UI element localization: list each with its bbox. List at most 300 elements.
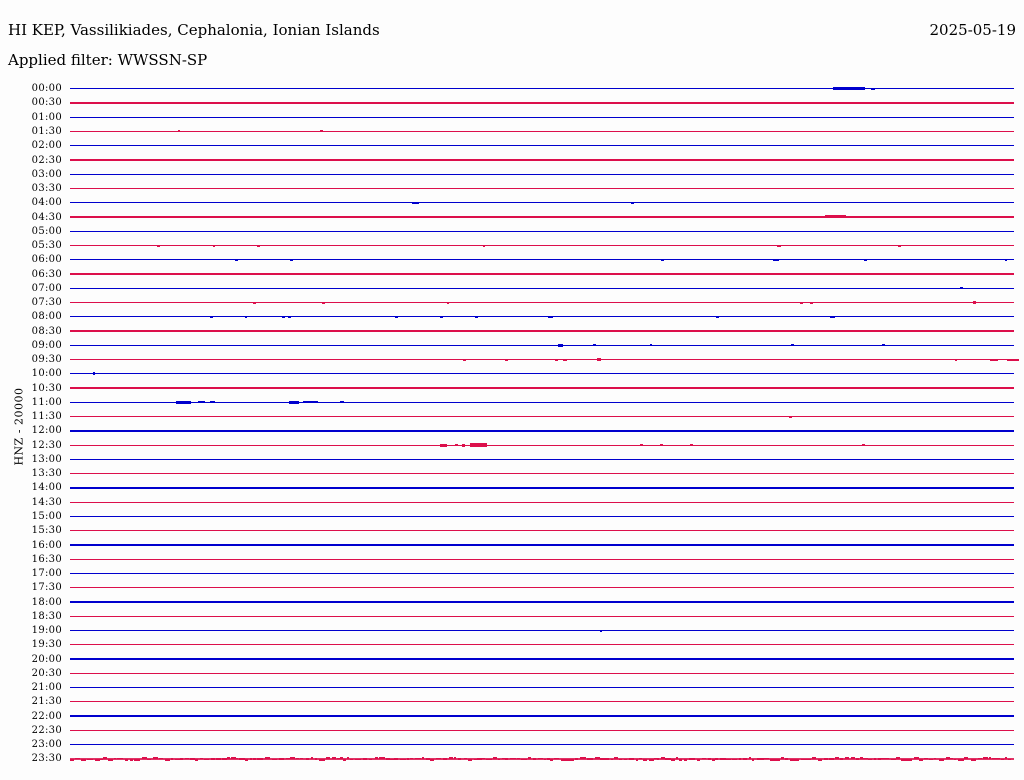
trace-noise-dash bbox=[410, 758, 413, 760]
trace-noise-dash bbox=[195, 759, 198, 761]
time-label-0900: 09:00 bbox=[31, 339, 62, 351]
trace-noise-dash bbox=[332, 757, 336, 759]
trace-row-0900 bbox=[70, 345, 1014, 346]
trace-event bbox=[262, 544, 265, 546]
time-label-0700: 07:00 bbox=[31, 282, 62, 294]
trace-noise-dash bbox=[856, 758, 860, 760]
time-label-2130: 21:30 bbox=[31, 696, 62, 708]
trace-noise-dash bbox=[1008, 759, 1010, 761]
trace-noise-dash bbox=[70, 759, 74, 761]
trace-event bbox=[289, 401, 299, 404]
trace-noise-dash bbox=[580, 757, 586, 759]
trace-event bbox=[308, 387, 311, 389]
time-label-0400: 04:00 bbox=[31, 197, 62, 209]
trace-noise-dash bbox=[482, 758, 485, 760]
trace-event bbox=[447, 302, 450, 304]
time-label-1630: 16:30 bbox=[31, 553, 62, 565]
trace-noise-dash bbox=[153, 757, 159, 759]
time-label-2230: 22:30 bbox=[31, 724, 62, 736]
time-label-1830: 18:30 bbox=[31, 610, 62, 622]
trace-noise-dash bbox=[639, 758, 642, 760]
trace-row-0030 bbox=[70, 102, 1014, 103]
trace-event bbox=[1005, 273, 1013, 275]
trace-noise-dash bbox=[868, 759, 872, 761]
trace-row-2130 bbox=[70, 701, 1014, 702]
trace-row-1830 bbox=[70, 616, 1014, 617]
trace-noise-dash bbox=[265, 757, 270, 759]
trace-noise-dash bbox=[296, 758, 298, 760]
trace-noise-dash bbox=[426, 758, 430, 760]
trace-noise-dash bbox=[1001, 759, 1005, 761]
trace-noise-dash bbox=[614, 757, 618, 759]
trace-event bbox=[440, 316, 443, 318]
trace-event bbox=[412, 202, 420, 204]
trace-noise-dash bbox=[100, 759, 102, 761]
trace-row-1330 bbox=[70, 473, 1014, 474]
trace-event bbox=[210, 316, 213, 318]
channel-axis-label: HNZ - 20000 bbox=[12, 387, 26, 466]
trace-noise-dash bbox=[689, 758, 695, 760]
trace-event bbox=[290, 259, 293, 261]
trace-noise-dash bbox=[245, 759, 249, 761]
time-label-1530: 15:30 bbox=[31, 525, 62, 537]
time-label-1500: 15:00 bbox=[31, 511, 62, 522]
trace-noise-dash bbox=[386, 758, 390, 760]
trace-event bbox=[777, 245, 781, 247]
trace-noise-dash bbox=[983, 757, 987, 759]
time-label-1130: 11:30 bbox=[31, 411, 62, 423]
trace-noise-dash bbox=[204, 759, 209, 761]
trace-noise-dash bbox=[863, 758, 868, 760]
trace-event bbox=[882, 344, 885, 346]
trace-noise-dash bbox=[363, 758, 368, 760]
time-label-1400: 14:00 bbox=[31, 482, 62, 494]
trace-noise-dash bbox=[679, 759, 682, 761]
trace-event bbox=[470, 443, 487, 447]
trace-row-1800 bbox=[70, 601, 1014, 602]
trace-noise-dash bbox=[486, 759, 491, 761]
trace-noise-dash bbox=[350, 759, 353, 761]
trace-event bbox=[257, 245, 260, 247]
trace-noise-dash bbox=[712, 759, 715, 761]
trace-noise-dash bbox=[505, 758, 507, 760]
time-label-0530: 05:30 bbox=[31, 240, 62, 252]
time-label-2100: 21:00 bbox=[31, 682, 62, 694]
time-label-1030: 10:30 bbox=[31, 382, 62, 394]
trace-noise-dash bbox=[781, 757, 784, 759]
trace-noise-dash bbox=[502, 758, 505, 760]
trace-noise-dash bbox=[443, 758, 447, 760]
trace-noise-dash bbox=[165, 759, 170, 761]
trace-noise-dash bbox=[636, 759, 638, 761]
trace-event bbox=[715, 487, 718, 489]
trace-event bbox=[505, 359, 508, 361]
trace-event bbox=[789, 416, 792, 418]
trace-noise-dash bbox=[533, 758, 536, 760]
trace-noise-dash bbox=[550, 759, 553, 761]
time-label-2200: 22:00 bbox=[31, 710, 62, 722]
trace-event bbox=[640, 444, 643, 446]
trace-noise-dash bbox=[743, 758, 747, 760]
trace-noise-dash bbox=[891, 759, 895, 761]
trace-noise-dash bbox=[901, 759, 907, 761]
trace-row-1700 bbox=[70, 573, 1014, 574]
trace-row-0230 bbox=[70, 159, 1014, 160]
time-label-1430: 14:30 bbox=[31, 496, 62, 508]
trace-noise-dash bbox=[939, 759, 945, 761]
trace-noise-dash bbox=[369, 759, 373, 761]
trace-event bbox=[303, 401, 318, 403]
time-label-1330: 13:30 bbox=[31, 468, 62, 480]
trace-noise-dash bbox=[950, 758, 952, 760]
trace-event bbox=[898, 245, 901, 247]
trace-row-1430 bbox=[70, 502, 1014, 503]
trace-row-1200 bbox=[70, 430, 1014, 431]
trace-row-1530 bbox=[70, 530, 1014, 531]
trace-noise-dash bbox=[587, 758, 593, 760]
trace-noise-dash bbox=[708, 758, 711, 760]
trace-row-0330 bbox=[70, 188, 1014, 189]
trace-event bbox=[320, 130, 323, 132]
trace-event bbox=[862, 444, 865, 446]
trace-noise-dash bbox=[343, 759, 345, 761]
trace-noise-dash bbox=[992, 758, 995, 760]
trace-event bbox=[973, 301, 976, 304]
trace-event bbox=[93, 372, 96, 375]
trace-event bbox=[725, 487, 728, 489]
trace-event bbox=[712, 216, 715, 218]
trace-noise-dash bbox=[665, 758, 670, 760]
trace-event bbox=[825, 215, 846, 218]
trace-noise-dash bbox=[449, 757, 453, 759]
trace-row-0630 bbox=[70, 273, 1014, 274]
trace-noise-dash bbox=[566, 759, 572, 761]
trace-noise-dash bbox=[971, 759, 976, 761]
trace-noise-dash bbox=[180, 758, 183, 760]
trace-noise-dash bbox=[95, 759, 100, 761]
trace-noise-dash bbox=[697, 759, 699, 761]
trace-row-1230 bbox=[70, 445, 1014, 446]
trace-noise-dash bbox=[995, 758, 999, 760]
trace-noise-dash bbox=[253, 758, 256, 760]
trace-row-1500 bbox=[70, 516, 1014, 517]
time-label-0030: 00:30 bbox=[31, 97, 62, 109]
trace-noise-dash bbox=[286, 758, 290, 760]
trace-noise-dash bbox=[454, 757, 456, 759]
time-label-1230: 12:30 bbox=[31, 439, 62, 451]
trace-noise-dash bbox=[171, 758, 174, 760]
trace-row-0300 bbox=[70, 174, 1014, 175]
trace-event bbox=[864, 259, 867, 261]
trace-noise-dash bbox=[835, 757, 838, 759]
trace-event bbox=[650, 344, 653, 346]
trace-noise-dash bbox=[884, 758, 889, 760]
trace-noise-dash bbox=[315, 758, 317, 760]
time-label-0930: 09:30 bbox=[31, 354, 62, 366]
trace-row-1630 bbox=[70, 559, 1014, 560]
trace-noise-dash bbox=[845, 757, 849, 759]
time-label-1900: 19:00 bbox=[31, 625, 62, 637]
trace-event bbox=[190, 487, 193, 489]
trace-row-0600 bbox=[70, 259, 1014, 260]
trace-event bbox=[563, 359, 567, 361]
time-label-0730: 07:30 bbox=[31, 297, 62, 309]
trace-noise-dash bbox=[108, 759, 113, 761]
trace-noise-dash bbox=[934, 758, 936, 760]
trace-noise-dash bbox=[720, 758, 726, 760]
trace-row-1000 bbox=[70, 373, 1014, 374]
time-label-0600: 06:00 bbox=[31, 254, 62, 266]
time-label-0100: 01:00 bbox=[31, 111, 62, 123]
trace-noise-dash bbox=[726, 759, 731, 761]
time-label-0500: 05:00 bbox=[31, 225, 62, 237]
trace-noise-dash bbox=[355, 759, 361, 761]
trace-row-0700 bbox=[70, 288, 1014, 289]
trace-noise-dash bbox=[468, 759, 472, 761]
trace-row-1600 bbox=[70, 544, 1014, 545]
time-label-0430: 04:30 bbox=[31, 211, 62, 223]
trace-noise-dash bbox=[929, 759, 933, 761]
trace-event bbox=[440, 444, 447, 447]
trace-noise-dash bbox=[436, 758, 441, 760]
trace-event bbox=[600, 630, 603, 632]
trace-row-0100 bbox=[70, 117, 1014, 118]
trace-noise-dash bbox=[774, 759, 779, 761]
trace-event bbox=[268, 544, 271, 546]
trace-row-0200 bbox=[70, 145, 1014, 146]
trace-event bbox=[178, 130, 181, 132]
trace-noise-dash bbox=[684, 759, 687, 761]
trace-noise-dash bbox=[812, 757, 816, 759]
trace-noise-dash bbox=[538, 758, 543, 760]
trace-event bbox=[769, 330, 772, 332]
trace-noise-dash bbox=[561, 759, 566, 761]
trace-noise-dash bbox=[964, 757, 969, 759]
trace-noise-dash bbox=[732, 759, 737, 761]
time-label-1200: 12:00 bbox=[31, 425, 62, 437]
trace-noise-dash bbox=[752, 759, 755, 761]
trace-noise-dash bbox=[430, 759, 434, 761]
trace-noise-dash bbox=[125, 759, 128, 761]
trace-noise-dash bbox=[575, 758, 578, 760]
trace-event bbox=[235, 259, 238, 261]
trace-noise-dash bbox=[379, 757, 384, 759]
time-label-0230: 02:30 bbox=[31, 154, 62, 166]
time-label-0330: 03:30 bbox=[31, 183, 62, 195]
trace-event bbox=[555, 359, 558, 361]
trace-row-2100 bbox=[70, 687, 1014, 688]
trace-event bbox=[990, 359, 998, 361]
trace-noise-dash bbox=[200, 758, 203, 760]
trace-noise-dash bbox=[147, 759, 151, 761]
trace-noise-dash bbox=[795, 759, 799, 761]
trace-noise-dash bbox=[326, 757, 330, 759]
trace-row-2230 bbox=[70, 730, 1014, 731]
trace-noise-dash bbox=[422, 757, 425, 759]
trace-row-1300 bbox=[70, 459, 1014, 460]
trace-row-0500 bbox=[70, 231, 1014, 232]
trace-event bbox=[462, 444, 465, 447]
trace-noise-dash bbox=[211, 758, 216, 760]
trace-row-2030 bbox=[70, 673, 1014, 674]
trace-noise-dash bbox=[347, 757, 350, 759]
trace-noise-dash bbox=[394, 758, 398, 760]
trace-event bbox=[685, 544, 688, 546]
trace-noise-dash bbox=[474, 759, 477, 761]
trace-noise-dash bbox=[375, 757, 378, 759]
trace-event bbox=[780, 487, 785, 489]
time-label-0300: 03:00 bbox=[31, 168, 62, 180]
time-label-1700: 17:00 bbox=[31, 568, 62, 580]
trace-noise-dash bbox=[216, 758, 221, 760]
filter-label: Applied filter: WWSSN-SP bbox=[8, 51, 208, 69]
trace-noise-dash bbox=[134, 759, 140, 761]
trace-noise-dash bbox=[671, 759, 675, 761]
trace-noise-dash bbox=[103, 757, 107, 759]
trace-noise-dash bbox=[458, 758, 462, 760]
trace-noise-dash bbox=[739, 758, 742, 760]
station-title: HI KEP, Vassilikiades, Cephalonia, Ionian Islands bbox=[8, 21, 380, 39]
trace-noise-dash bbox=[279, 758, 284, 760]
trace-noise-dash bbox=[464, 758, 467, 760]
trace-noise-dash bbox=[919, 759, 923, 761]
time-label-2000: 20:00 bbox=[31, 653, 62, 665]
trace-noise-dash bbox=[250, 758, 253, 760]
trace-event bbox=[211, 387, 214, 389]
trace-event bbox=[283, 387, 286, 389]
trace-noise-dash bbox=[624, 759, 627, 761]
trace-event bbox=[455, 444, 458, 446]
trace-noise-dash bbox=[958, 759, 964, 761]
trace-row-0130 bbox=[70, 131, 1014, 132]
trace-noise-dash bbox=[311, 757, 313, 759]
time-label-1730: 17:30 bbox=[31, 582, 62, 594]
trace-event bbox=[463, 359, 466, 361]
trace-event bbox=[716, 316, 719, 318]
trace-event bbox=[322, 302, 325, 304]
trace-noise-dash bbox=[81, 759, 86, 761]
trace-noise-dash bbox=[517, 758, 520, 760]
time-label-1000: 10:00 bbox=[31, 368, 62, 380]
time-label-0800: 08:00 bbox=[31, 311, 62, 323]
trace-noise-dash bbox=[829, 758, 835, 760]
trace-noise-dash bbox=[185, 758, 189, 760]
trace-row-2200 bbox=[70, 715, 1014, 716]
trace-event bbox=[558, 344, 563, 347]
trace-event bbox=[705, 658, 708, 660]
trace-noise-dash bbox=[657, 758, 659, 760]
trace-event bbox=[483, 245, 486, 247]
trace-noise-dash bbox=[190, 758, 195, 760]
trace-noise-dash bbox=[272, 759, 278, 761]
time-label-0630: 06:30 bbox=[31, 268, 62, 280]
trace-noise-dash bbox=[498, 759, 501, 761]
trace-noise-dash bbox=[785, 758, 788, 760]
trace-noise-dash bbox=[159, 758, 164, 760]
trace-event bbox=[762, 273, 765, 275]
trace-event bbox=[157, 245, 160, 247]
trace-noise-dash bbox=[801, 759, 807, 761]
trace-noise-dash bbox=[676, 757, 678, 759]
trace-event bbox=[833, 87, 865, 90]
trace-noise-dash bbox=[319, 759, 325, 761]
trace-noise-dash bbox=[604, 758, 609, 760]
time-label-0830: 08:30 bbox=[31, 325, 62, 337]
trace-noise-dash bbox=[818, 759, 821, 761]
trace-row-0400 bbox=[70, 202, 1014, 203]
trace-noise-dash bbox=[611, 759, 613, 761]
trace-noise-dash bbox=[510, 758, 516, 760]
trace-noise-dash bbox=[954, 759, 957, 761]
trace-event bbox=[213, 245, 216, 247]
trace-event bbox=[871, 88, 875, 90]
trace-noise-dash bbox=[175, 759, 180, 761]
trace-noise-dash bbox=[914, 757, 919, 759]
trace-row-1900 bbox=[70, 630, 1014, 631]
trace-event bbox=[288, 316, 291, 318]
trace-noise-dash bbox=[702, 758, 706, 760]
trace-row-2300 bbox=[70, 744, 1014, 745]
trace-noise-dash bbox=[761, 758, 764, 760]
trace-event bbox=[830, 316, 835, 318]
trace-noise-dash bbox=[415, 758, 421, 760]
time-label-1600: 16:00 bbox=[31, 539, 62, 551]
trace-event bbox=[198, 401, 205, 403]
trace-row-1930 bbox=[70, 644, 1014, 645]
trace-noise-dash bbox=[528, 757, 531, 759]
trace-noise-dash bbox=[978, 758, 982, 760]
trace-noise-dash bbox=[75, 758, 80, 760]
trace-noise-dash bbox=[572, 759, 574, 761]
time-label-0130: 01:30 bbox=[31, 125, 62, 137]
trace-noise-dash bbox=[643, 759, 648, 761]
time-label-1930: 19:30 bbox=[31, 639, 62, 651]
trace-event bbox=[690, 444, 693, 446]
trace-noise-dash bbox=[764, 758, 768, 760]
trace-row-0930 bbox=[70, 359, 1014, 360]
trace-event bbox=[855, 216, 863, 218]
record-date: 2025-05-19 bbox=[929, 21, 1016, 39]
trace-event bbox=[955, 273, 958, 275]
trace-event bbox=[661, 259, 664, 261]
trace-event bbox=[869, 216, 875, 218]
trace-event bbox=[395, 316, 398, 318]
trace-event bbox=[176, 401, 191, 404]
trace-event bbox=[631, 202, 634, 204]
trace-event bbox=[800, 302, 804, 304]
trace-event bbox=[282, 316, 285, 318]
trace-noise-dash bbox=[924, 758, 928, 760]
trace-noise-dash bbox=[290, 757, 295, 759]
trace-row-0730 bbox=[70, 302, 1014, 303]
trace-noise-dash bbox=[619, 759, 622, 761]
time-label-2300: 23:00 bbox=[31, 739, 62, 751]
trace-event bbox=[773, 259, 779, 261]
time-label-1100: 11:00 bbox=[31, 396, 62, 408]
trace-row-2000 bbox=[70, 658, 1014, 659]
trace-noise-dash bbox=[715, 758, 718, 760]
trace-noise-dash bbox=[824, 758, 829, 760]
trace-row-1730 bbox=[70, 587, 1014, 588]
trace-noise-dash bbox=[907, 759, 911, 761]
trace-event bbox=[1007, 359, 1018, 361]
trace-noise-dash bbox=[521, 759, 527, 761]
trace-event bbox=[791, 344, 794, 346]
time-label-2030: 20:30 bbox=[31, 667, 62, 679]
trace-event bbox=[810, 302, 813, 304]
trace-noise-dash bbox=[87, 759, 93, 761]
trace-noise-dash bbox=[840, 758, 843, 760]
